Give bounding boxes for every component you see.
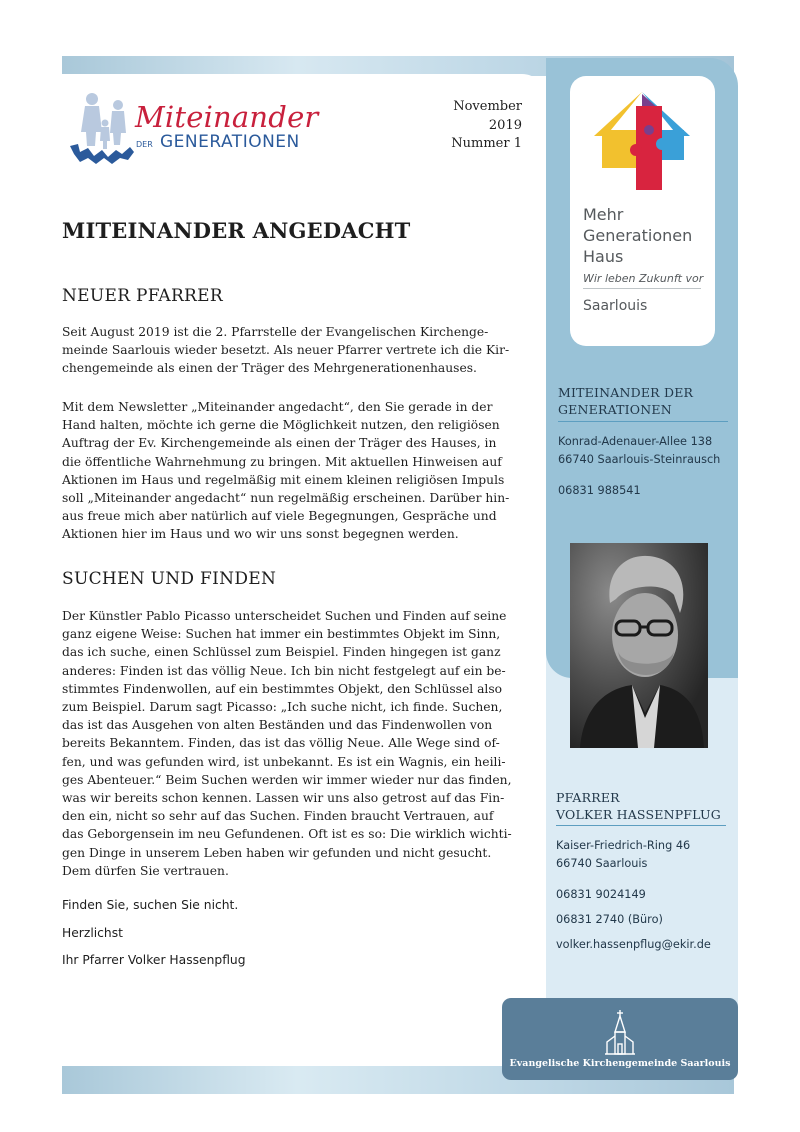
text-line: Aktionen im Haus und regelmäßig mit einem kleinen religiösen Impuls [62,472,505,487]
church-name: Evangelische Kirchengemeinde Saarlouis [509,1058,731,1069]
logo-generationen: GENERATIONEN [160,132,300,152]
text-line: chengemeinde als einen der Träger des Mehrgenerationenhauses. [62,361,477,376]
paragraph-picasso [62,607,524,880]
pastor-city: 66740 Saarlouis [556,856,648,870]
family-icon [68,90,138,170]
text-line: soll „Miteinander angedacht“ nun regelmäßig erscheinen. Darüber hin- [62,491,510,506]
org-city: 66740 Saarlouis-Steinrausch [558,452,721,466]
text-line: das ist das Ausgehen von alten Beständen und das Findenwollen von [62,718,493,733]
text-line: ganz eigene Weise: Suchen hat immer ein bestimmtes Objekt im Sinn, [62,627,501,642]
logo-wordmark: Miteinander [135,100,319,134]
text-line: gen Dinge in unserem Leben haben wir gefunden und nicht gesucht. [62,845,492,860]
issue-info [420,98,522,154]
text-line: Hand halten, möchte ich gerne die Möglichkeit nutzen, den religiösen [62,418,500,433]
sidebar-divider [556,825,726,826]
portrait-image [570,543,708,748]
church-badge [502,998,738,1080]
text-line: Der Künstler Pablo Picasso unterscheidet Suchen und Finden auf seine [62,609,507,623]
mehrgenerationenhaus-card [570,76,715,346]
text-line: was wir bereits schon kennen. Lassen wir uns also getrost auf das Fin- [62,791,505,806]
text-line: Seit August 2019 ist die 2. Pfarrstelle der Evangelischen Kirchenge- [62,325,489,339]
sidebar-org-heading-line2: GENERATIONEN [558,402,672,417]
text-line: aus freue mich aber natürlich auf viele Begegnungen, Gespräche und [62,509,497,524]
text-line: den ein, nicht so sehr auf das Suchen. Finden braucht Vertrauen, auf [62,809,494,824]
pastor-phone: 06831 9024149 [556,888,646,901]
sidebar-pastor-heading-line1: PFARRER [556,790,620,805]
signature: Ihr Pfarrer Volker Hassenpflug [62,953,246,967]
text-line: Auftrag der Ev. Kirchengemeinde als einen der Träger des Hauses, in [62,436,497,451]
puzzle-house-icon [592,90,692,195]
mgh-tagline: Wir leben Zukunft vor [583,272,704,285]
text-line: fen, und was gefunden wird, ist unbekannt. Es ist ein Wagnis, ein heili- [62,754,506,769]
text-line: bereits Bekanntem. Finden, das ist das völlig Neue. Alle Wege sind of- [62,736,500,751]
logo-der: DER [136,140,153,149]
sidebar-pastor-heading [556,789,721,823]
sidebar-pastor-heading-line2: VOLKER HASSENPFLUG [556,807,721,822]
text-line: stimmtes Findenwollen, auf ein bestimmtes Objekt, den Schlüssel also [62,681,503,696]
text-line: das ich suche, einen Schlüssel zum Beispiel. Finden hingegen ist ganz [62,645,501,660]
text-line: meinde Saarlouis wieder besetzt. Als neuer Pfarrer vertrete ich die Kir- [62,343,510,358]
text-line: ges Abenteuer.“ Beim Suchen werden wir immer wieder nur das finden, [62,772,512,787]
text-line: Mit dem Newsletter „Miteinander angedacht“, den Sie gerade in der [62,400,493,414]
text-line: anderes: Finden ist das völlig Neue. Ich bin nicht festgelegt auf ein be- [62,663,506,678]
sidebar-org-address [558,433,720,468]
mgh-city: Saarlouis [583,298,648,314]
pastor-portrait [570,543,708,748]
section-heading-suchen-und-finden: SUCHEN UND FINDEN [62,569,277,589]
sidebar-pastor-address [556,837,690,872]
text-line: das Geborgensein im neu Gefundenen. Oft ist es so: Die wirklich wichti- [62,827,512,842]
pastor-office-phone: 06831 2740 (Büro) [556,913,663,926]
pastor-street: Kaiser-Friedrich-Ring 46 [556,839,691,852]
org-phone: 06831 988541 [558,484,641,497]
text-line: die öffentliche Wahrnehmung zu bringen. Mit aktuellen Hinweisen auf [62,454,502,469]
issue-number: Nummer 1 [451,136,522,151]
closing-line: Finden Sie, suchen Sie nicht. [62,898,239,912]
mgh-line1: Mehr [583,205,624,224]
mgh-wordmark [583,204,692,267]
issue-year: 2019 [488,117,522,133]
text-line: Dem dürfen Sie vertrauen. [62,863,229,878]
sidebar-org-heading-line1: MITEINANDER DER [558,385,694,400]
sidebar-divider [558,421,728,422]
church-icon [605,1010,635,1058]
text-line: Aktionen hier im Haus und wo wir uns sonst begegnen werden. [62,527,459,542]
section-heading-neuer-pfarrer: NEUER PFARRER [62,286,223,306]
mgh-line2: Generationen [583,226,693,245]
greeting: Herzlichst [62,926,123,940]
mgh-line3: Haus [583,247,624,266]
org-street: Konrad-Adenauer-Allee 138 [558,435,713,448]
miteinander-logo [68,90,318,170]
sidebar-org-heading [558,384,693,418]
text-line: zum Beispiel. Darum sagt Picasso: „Ich suche nicht, ich finde. Suchen, [62,700,503,715]
paragraph-newsletter [62,398,524,544]
pastor-email-link[interactable]: volker.hassenpflug@ekir.de [556,938,711,951]
newsletter-title: MITEINANDER ANGEDACHT [62,218,411,243]
paragraph-intro [62,323,524,378]
mgh-divider [583,288,701,289]
issue-month: November [453,99,522,114]
